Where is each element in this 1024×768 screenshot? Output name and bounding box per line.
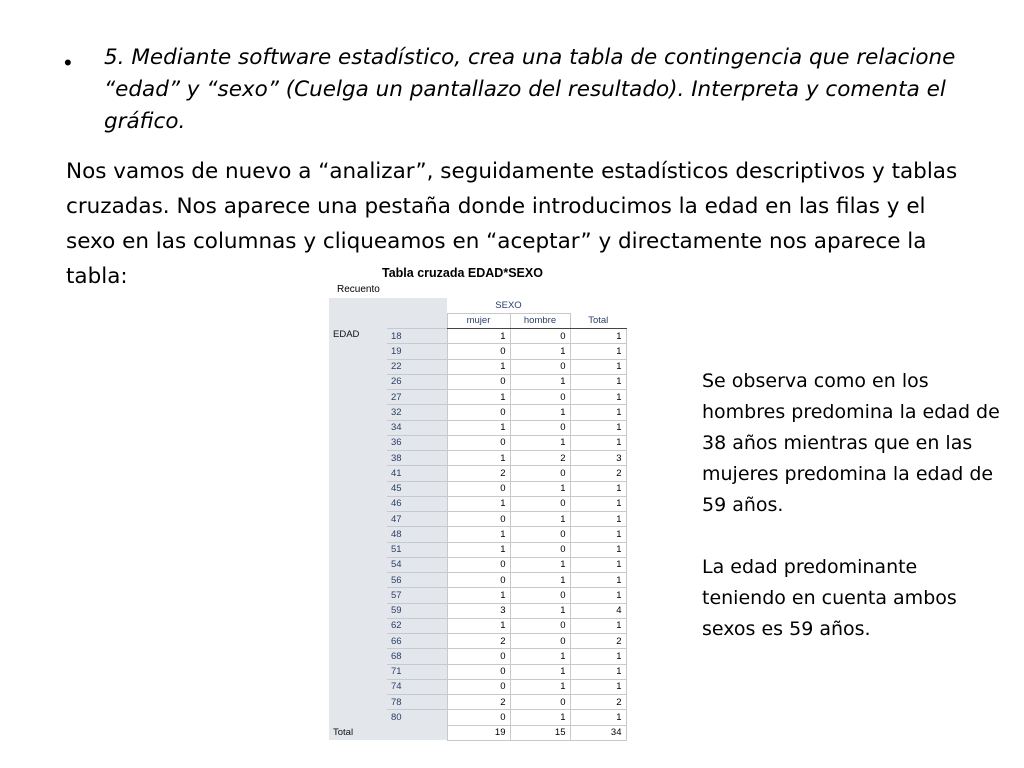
count-cell: 0 — [447, 405, 510, 420]
count-cell: 0 — [510, 329, 570, 344]
count-cell: 0 — [447, 710, 510, 725]
count-cell: 2 — [570, 634, 626, 649]
count-cell: 0 — [447, 374, 510, 389]
row-variable-label: EDAD — [329, 329, 387, 726]
count-cell: 1 — [570, 542, 626, 557]
count-cell: 1 — [570, 405, 626, 420]
count-cell: 0 — [447, 512, 510, 527]
count-cell: 1 — [447, 359, 510, 374]
count-cell: 1 — [510, 664, 570, 679]
header-blank — [570, 298, 626, 313]
age-cell: 57 — [387, 588, 447, 603]
count-cell: 1 — [510, 710, 570, 725]
count-cell: 1 — [570, 435, 626, 450]
age-cell: 18 — [387, 329, 447, 344]
count-cell: 2 — [510, 451, 570, 466]
count-cell: 1 — [447, 527, 510, 542]
count-cell: 1 — [570, 359, 626, 374]
age-cell: 54 — [387, 557, 447, 572]
age-cell: 34 — [387, 420, 447, 435]
count-cell: 3 — [447, 603, 510, 618]
age-cell: 68 — [387, 649, 447, 664]
count-cell: 1 — [570, 329, 626, 344]
count-cell: 0 — [447, 573, 510, 588]
count-cell: 1 — [447, 329, 510, 344]
count-cell: 2 — [447, 466, 510, 481]
count-cell: 1 — [447, 618, 510, 633]
count-cell: 1 — [510, 557, 570, 572]
count-cell: 0 — [510, 466, 570, 481]
age-cell: 41 — [387, 466, 447, 481]
total-cell: 15 — [510, 725, 570, 740]
count-cell: 0 — [510, 634, 570, 649]
count-cell: 1 — [570, 512, 626, 527]
count-cell: 0 — [510, 542, 570, 557]
count-cell: 1 — [570, 664, 626, 679]
age-cell: 66 — [387, 634, 447, 649]
count-cell: 1 — [570, 710, 626, 725]
count-cell: 1 — [510, 405, 570, 420]
count-cell: 1 — [570, 527, 626, 542]
count-cell: 0 — [510, 496, 570, 511]
count-cell: 1 — [447, 451, 510, 466]
count-cell: 0 — [510, 420, 570, 435]
count-cell: 1 — [570, 618, 626, 633]
count-cell: 1 — [447, 542, 510, 557]
count-cell: 0 — [447, 344, 510, 359]
question-text: 5. Mediante software estadístico, crea una tabla de contingencia que relacione “edad” y “sexo” (Cuelga un pantallazo del resultado). Interpreta y comenta el gráfico. — [104, 45, 956, 134]
count-cell: 1 — [510, 435, 570, 450]
count-cell: 2 — [570, 466, 626, 481]
count-cell: 0 — [510, 390, 570, 405]
age-cell: 26 — [387, 374, 447, 389]
count-cell: 1 — [570, 679, 626, 694]
count-cell: 0 — [447, 664, 510, 679]
count-cell: 1 — [570, 390, 626, 405]
age-cell: 74 — [387, 679, 447, 694]
total-cell: 19 — [447, 725, 510, 740]
count-cell: 1 — [570, 420, 626, 435]
table-row — [329, 329, 626, 344]
count-cell: 1 — [570, 344, 626, 359]
count-cell: 1 — [570, 374, 626, 389]
count-cell: 1 — [510, 603, 570, 618]
age-cell: 22 — [387, 359, 447, 374]
count-cell: 1 — [510, 512, 570, 527]
table-subtitle: Recuento — [337, 284, 380, 295]
sexo-group-header: SEXO — [447, 298, 570, 313]
col-header-total: Total — [570, 313, 626, 328]
count-cell: 1 — [570, 481, 626, 496]
header-corner-2 — [329, 313, 447, 328]
count-cell: 1 — [570, 573, 626, 588]
age-cell: 38 — [387, 451, 447, 466]
age-cell: 71 — [387, 664, 447, 679]
count-cell: 1 — [447, 420, 510, 435]
crosstab-table — [329, 298, 627, 741]
count-cell: 1 — [510, 649, 570, 664]
interpretation-note — [702, 366, 1002, 645]
note-paragraph-2: La edad predominante teniendo en cuenta ambos sexos es 59 años. — [702, 556, 957, 640]
count-cell: 0 — [510, 527, 570, 542]
count-cell: 1 — [510, 344, 570, 359]
age-cell: 51 — [387, 542, 447, 557]
count-cell: 1 — [447, 588, 510, 603]
age-cell: 78 — [387, 695, 447, 710]
count-cell: 0 — [447, 649, 510, 664]
age-cell: 36 — [387, 435, 447, 450]
count-cell: 0 — [447, 679, 510, 694]
count-cell: 2 — [447, 634, 510, 649]
count-cell: 2 — [447, 695, 510, 710]
count-cell: 1 — [570, 557, 626, 572]
age-cell: 46 — [387, 496, 447, 511]
age-cell: 27 — [387, 390, 447, 405]
age-cell: 47 — [387, 512, 447, 527]
count-cell: 0 — [510, 359, 570, 374]
age-cell: 32 — [387, 405, 447, 420]
count-cell: 1 — [510, 481, 570, 496]
col-header-hombre: hombre — [510, 313, 570, 328]
bullet-marker: • — [64, 50, 72, 75]
age-cell: 48 — [387, 527, 447, 542]
count-cell: 0 — [447, 557, 510, 572]
count-cell: 1 — [570, 649, 626, 664]
total-cell: 34 — [570, 725, 626, 740]
count-cell: 2 — [570, 695, 626, 710]
note-paragraph-1: Se observa como en los hombres predomina la edad de 38 años mientras que en las mujeres predomina la edad de 59 años. — [702, 370, 1000, 516]
count-cell: 0 — [447, 435, 510, 450]
count-cell: 0 — [447, 481, 510, 496]
table-title: Tabla cruzada EDAD*SEXO — [382, 266, 543, 280]
count-cell: 1 — [510, 374, 570, 389]
col-header-mujer: mujer — [447, 313, 510, 328]
age-cell: 19 — [387, 344, 447, 359]
header-corner — [329, 298, 447, 313]
intro-paragraph: Nos vamos de nuevo a “analizar”, seguidamente estadísticos descriptivos y tablas cruzadas. Nos aparece una pestaña donde introducimos la edad en las filas y el sexo en las columnas y cliqueamos en “aceptar” y directamente nos aparece la tabla: — [66, 159, 958, 289]
age-cell: 62 — [387, 618, 447, 633]
count-cell: 1 — [447, 496, 510, 511]
count-cell: 1 — [570, 496, 626, 511]
age-cell: 45 — [387, 481, 447, 496]
count-cell: 0 — [510, 618, 570, 633]
age-cell: 59 — [387, 603, 447, 618]
count-cell: 1 — [510, 679, 570, 694]
total-row — [329, 725, 626, 740]
count-cell: 1 — [447, 390, 510, 405]
count-cell: 1 — [510, 573, 570, 588]
age-cell: 56 — [387, 573, 447, 588]
total-label: Total — [329, 725, 447, 740]
count-cell: 3 — [570, 451, 626, 466]
count-cell: 0 — [510, 588, 570, 603]
count-cell: 1 — [570, 588, 626, 603]
count-cell: 0 — [510, 695, 570, 710]
age-cell: 80 — [387, 710, 447, 725]
count-cell: 4 — [570, 603, 626, 618]
